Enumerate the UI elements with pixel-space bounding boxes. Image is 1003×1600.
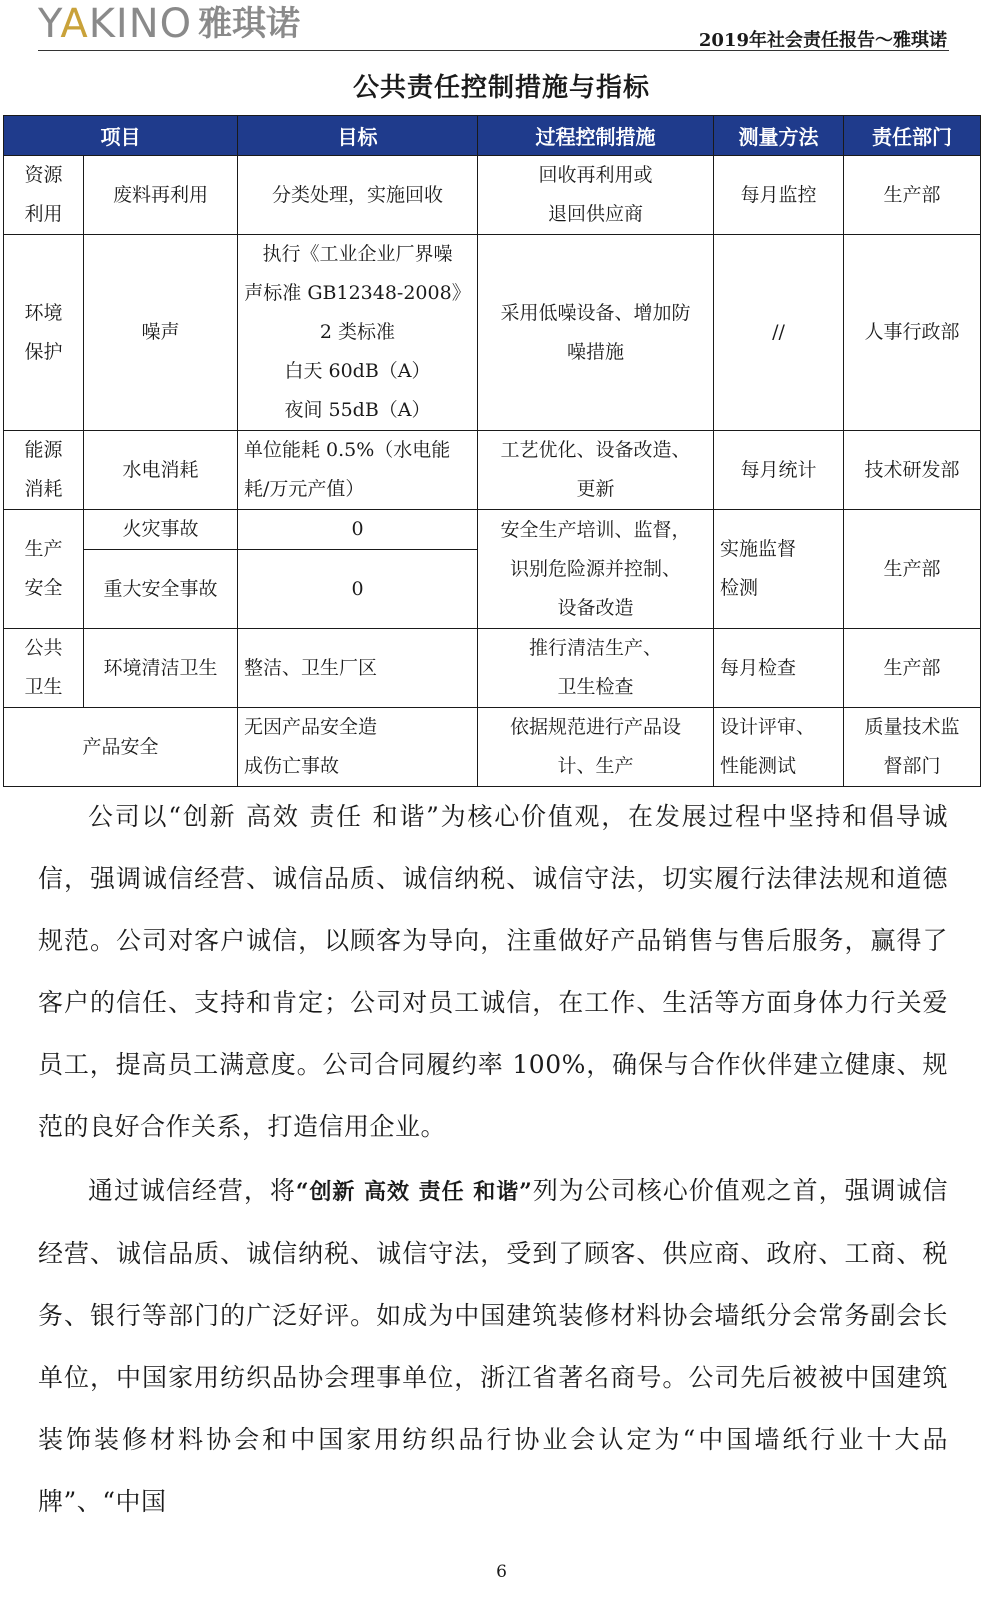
method-cell: 每月统计: [714, 431, 844, 510]
dept-cell: 生产部: [844, 156, 981, 235]
header-divider: [38, 50, 949, 51]
table-header-row: [4, 116, 981, 156]
goal-cell: 0: [238, 550, 478, 629]
category-cell: 环境 保护: [4, 235, 84, 431]
method-cell: 实施监督 检测: [714, 510, 844, 629]
category-cell: 资源 利用: [4, 156, 84, 235]
item-cell: 废料再利用: [84, 156, 238, 235]
measure-cell: 采用低噪设备、增加防 噪措施: [478, 235, 714, 431]
item-cell: 水电消耗: [84, 431, 238, 510]
goal-cell: 单位能耗 0.5%（水电能 耗/万元产值）: [238, 431, 478, 510]
responsibility-table: [3, 115, 981, 787]
item-cell: 噪声: [84, 235, 238, 431]
header-goal: 目标: [238, 116, 478, 156]
dept-cell: 技术研发部: [844, 431, 981, 510]
measure-cell: 依据规范进行产品设 计、生产: [478, 708, 714, 787]
header-dept: 责任部门: [844, 116, 981, 156]
page-number: 6: [496, 1562, 507, 1582]
item-cell: 重大安全事故: [84, 550, 238, 629]
core-values-emphasis: “创新 高效 责任 和谐”: [295, 1179, 533, 1205]
category-cell: 生产 安全: [4, 510, 84, 629]
body-paragraph-1: 公司以“创新 高效 责任 和谐”为核心价值观，在发展过程中坚持和倡导诚信，强调诚信经营、诚信品质、诚信纳税、诚信守法，切实履行法律法规和道德规范。公司对客户诚信，以顾客为导向，注重做好产品销售与售后服务，赢得了客户的信任、支持和肯定；公司对员工诚信，在工作、生活等方面身体力行关爱员工，提高员工满意度。公司合同履约率 100%，确保与合作伙伴建立健康、规范的良好合作关系，打造信用企业。: [38, 802, 948, 1141]
measure-cell: 回收再利用或 退回供应商: [478, 156, 714, 235]
dept-cell: 质量技术监 督部门: [844, 708, 981, 787]
page-title: 公共责任控制措施与指标: [352, 73, 650, 103]
table-row: [4, 235, 981, 431]
dept-cell: 生产部: [844, 510, 981, 629]
dept-cell: 生产部: [844, 629, 981, 708]
goal-cell: 整洁、卫生厂区: [238, 629, 478, 708]
goal-cell: 无因产品安全造 成伤亡事故: [238, 708, 478, 787]
dept-cell: 人事行政部: [844, 235, 981, 431]
report-title: 2019年社会责任报告～雅琪诺: [698, 30, 947, 51]
header-method: 测量方法: [714, 116, 844, 156]
method-cell: 每月检查: [714, 629, 844, 708]
table-row: [4, 510, 981, 550]
table-row: [4, 431, 981, 510]
item-cell: 产品安全: [4, 708, 238, 787]
goal-cell: 0: [238, 510, 478, 550]
method-cell: //: [714, 235, 844, 431]
goal-cell: 分类处理，实施回收: [238, 156, 478, 235]
header-measure: 过程控制措施: [478, 116, 714, 156]
company-logo: YAKINO 雅琪诺: [38, 1, 301, 47]
item-cell: 火灾事故: [84, 510, 238, 550]
category-cell: 公共 卫生: [4, 629, 84, 708]
measure-cell: 安全生产培训、监督， 识别危险源并控制、 设备改造: [478, 510, 714, 629]
table-row: [4, 629, 981, 708]
header-item: 项目: [4, 116, 238, 156]
table-row: [4, 708, 981, 787]
body-paragraph-2: 通过诚信经营，将“创新 高效 责任 和谐”列为公司核心价值观之首，强调诚信经营、诚信品质、诚信纳税、诚信守法，受到了顾客、供应商、政府、工商、税务、银行等部门的广泛好评。如成为中国建筑装修材料协会墙纸分会常务副会长单位，中国家用纺织品协会理事单位，浙江省著名商号。公司先后被被中国建筑装饰装修材料协会和中国家用纺织品行协业会认定为“中国墙纸行业十大品牌”、“中国: [38, 1176, 948, 1516]
goal-cell: 执行《工业企业厂界噪 声标准 GB12348-2008》 2 类标准 白天 60dB（A） 夜间 55dB（A）: [238, 235, 478, 431]
method-cell: 每月监控: [714, 156, 844, 235]
table-row: [4, 156, 981, 235]
measure-cell: 工艺优化、设备改造、 更新: [478, 431, 714, 510]
method-cell: 设计评审、 性能测试: [714, 708, 844, 787]
item-cell: 环境清洁卫生: [84, 629, 238, 708]
measure-cell: 推行清洁生产、 卫生检查: [478, 629, 714, 708]
category-cell: 能源 消耗: [4, 431, 84, 510]
